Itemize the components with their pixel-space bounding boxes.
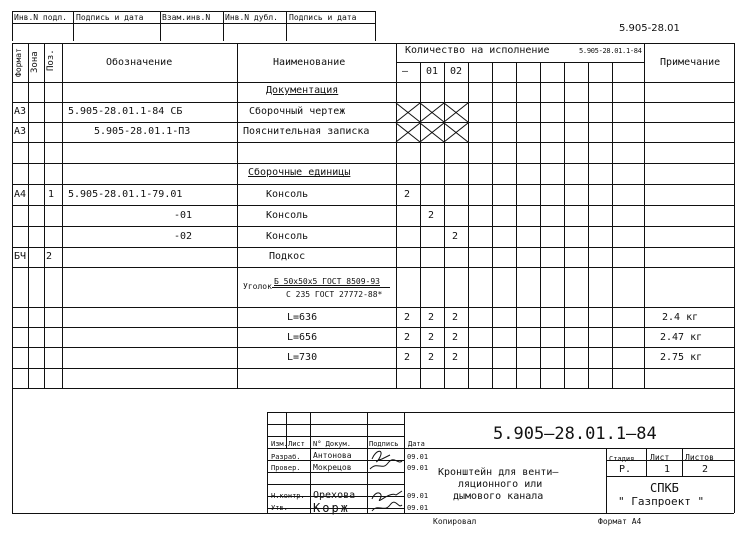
row-name: Сборочный чертеж	[249, 106, 346, 117]
title-line-2: ляционного или	[458, 479, 543, 490]
row-name: Консоль	[266, 210, 309, 221]
doc-code-top: 5.905-28.01	[619, 23, 680, 34]
row-format: БЧ	[14, 251, 27, 262]
angle-prefix: Уголок	[243, 282, 272, 291]
row-qty-base: 2	[404, 352, 411, 363]
row-name: L=656	[287, 332, 318, 343]
title-line-1: Кронштейн для венти–	[438, 467, 559, 478]
row-name: Консоль	[266, 189, 309, 200]
row-qty-base: 2	[404, 312, 411, 323]
sheet-label: Лист	[650, 453, 670, 462]
section-title-assembly-units: Сборочные единицы	[248, 167, 351, 178]
row-qty-01: 2	[428, 312, 435, 323]
row-qty-01: 2	[428, 210, 435, 221]
header-format: Формат	[14, 48, 23, 77]
title-designation: 5.905–28.01.1–84	[493, 424, 657, 444]
tb-hdr-signature: Подпись	[369, 440, 399, 448]
row-designation: -01	[174, 210, 193, 221]
tb-hdr-sheet: Лист	[288, 440, 305, 448]
stamp-cell-inv-orig: Инв.N подл.	[14, 13, 67, 22]
signer-name: Мокрецов	[313, 463, 352, 472]
signer-date: 09.01	[407, 453, 429, 461]
stage-value: Р.	[619, 464, 632, 475]
row-format: А3	[14, 126, 27, 137]
row-name: Пояснительная записка	[243, 126, 370, 137]
signer-role: Утв.	[271, 504, 288, 512]
row-position: 2	[46, 251, 53, 262]
angle-spec-top: Б 50х50х5 ГОСТ 8509-93	[274, 277, 380, 286]
header-quantity: Количество на исполнение	[405, 45, 550, 56]
signer-role: Разраб.	[271, 453, 301, 461]
row-qty-02: 2	[452, 312, 459, 323]
stamp-cell-sign-date-2: Подпись и дата	[289, 13, 357, 22]
row-qty-base: 2	[404, 332, 411, 343]
row-qty-02: 2	[452, 231, 459, 242]
header-variant-base: –	[402, 66, 409, 77]
section-title-documentation: Документация	[266, 85, 339, 96]
signer-role: Н.контр.	[271, 492, 305, 500]
tb-hdr-docnum: N° Докум.	[313, 440, 351, 448]
row-qty-02: 2	[452, 332, 459, 343]
signatures	[368, 447, 406, 517]
header-variant-01: 01	[426, 66, 439, 77]
signer-date: 09.01	[407, 492, 429, 500]
tb-hdr-date: Дата	[408, 440, 425, 448]
row-name: L=730	[287, 352, 318, 363]
header-pos: Поз.	[46, 49, 56, 71]
header-variant-02: 02	[450, 66, 463, 77]
stage-label: Стадия	[609, 455, 635, 463]
sheets-label: Листов	[685, 453, 714, 462]
signer-role: Провер.	[271, 464, 301, 472]
row-name: Подкос	[269, 251, 306, 262]
row-qty-01: 2	[428, 352, 435, 363]
row-designation: 5.905-28.01.1-79.01	[68, 189, 183, 200]
row-qty-01: 2	[428, 332, 435, 343]
row-designation: -02	[174, 231, 193, 242]
row-name: L=636	[287, 312, 318, 323]
signer-name: Орехова	[313, 490, 356, 501]
signer-name: Антонова	[313, 451, 352, 460]
row-designation: 5.905-28.01.1-ПЗ	[94, 126, 191, 137]
header-zone: Зона	[30, 51, 40, 73]
row-format: А3	[14, 106, 27, 117]
row-format: А4	[14, 189, 27, 200]
signer-name: Корж	[313, 501, 350, 515]
header-note: Примечание	[660, 57, 721, 68]
stamp-cell-replace-inv: Взам.инв.N	[162, 13, 211, 22]
stamp-cell-dup-inv: Инв.N дубл.	[225, 13, 278, 22]
angle-spec-bottom: С 235 ГОСТ 27772-88*	[286, 290, 383, 299]
row-qty-base: 2	[404, 189, 411, 200]
org-line-2: " Газпроект "	[618, 495, 705, 508]
row-note: 2.4 кг	[662, 312, 699, 323]
header-quantity-doc: 5.905-28.01.1-84	[579, 47, 642, 55]
signer-date: 09.01	[407, 464, 429, 472]
org-line-1: СПКБ	[650, 481, 679, 495]
header-name: Наименование	[273, 57, 346, 68]
row-position: 1	[48, 189, 55, 200]
signer-date: 09.01	[407, 504, 429, 512]
row-name: Консоль	[266, 231, 309, 242]
sheets-value: 2	[702, 464, 709, 475]
row-qty-02: 2	[452, 352, 459, 363]
title-line-3: дымового канала	[453, 491, 544, 502]
row-note: 2.75 кг	[660, 352, 703, 363]
stamp-cell-sign-date: Подпись и дата	[76, 13, 144, 22]
footer-format: Формат А4	[598, 517, 642, 526]
row-designation: 5.905-28.01.1-84 СБ	[68, 106, 183, 117]
header-designation: Обозначение	[106, 57, 173, 68]
sheet-value: 1	[664, 464, 671, 475]
row-note: 2.47 кг	[660, 332, 703, 343]
footer-copied: Копировал	[433, 517, 477, 526]
tb-hdr-change: Изм.	[271, 440, 288, 448]
